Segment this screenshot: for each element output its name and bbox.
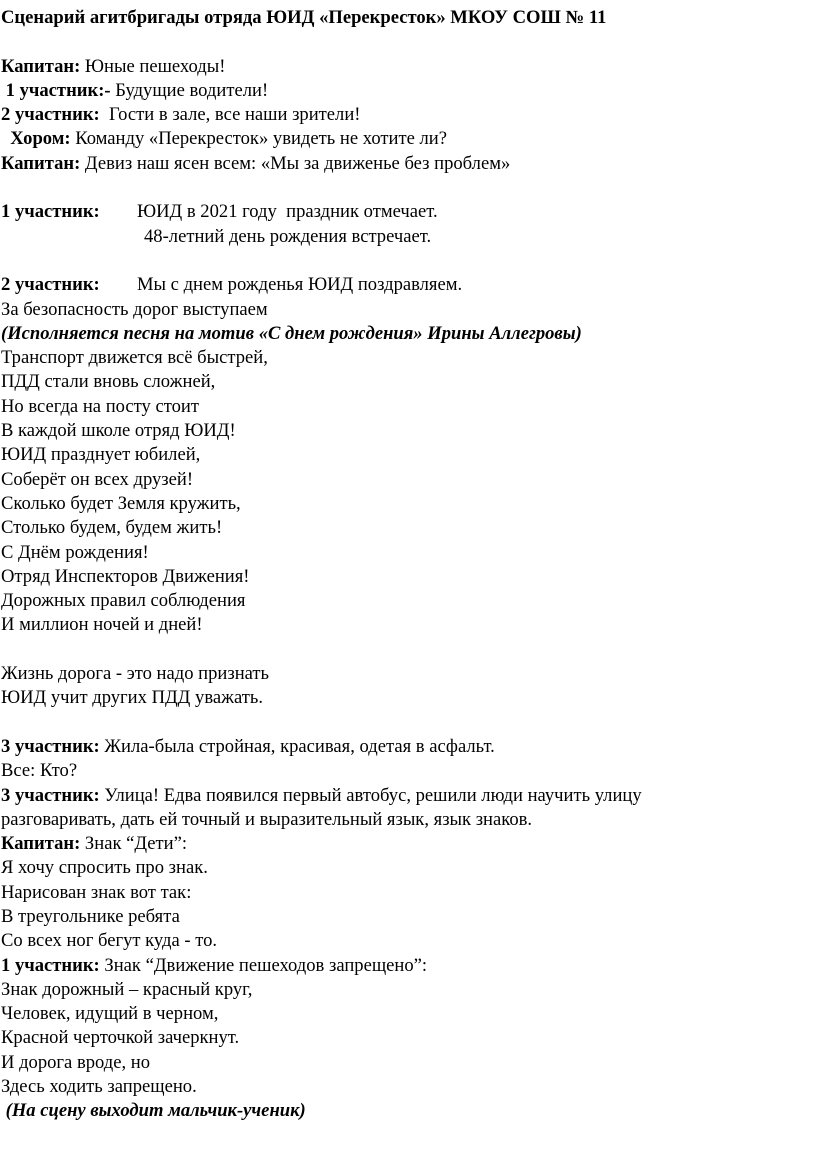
blank-line [1, 638, 816, 662]
speaker-label: 1 участник:- [5, 79, 111, 101]
dialog-line: 3 участник: Жила-была стройная, красивая, одетая в асфальт. [1, 735, 495, 757]
dialog-line: 3 участник: Улица! Едва появился первый автобус, решили люди научить улицу [1, 784, 642, 806]
line-text: ЮИД в 2021 году праздник отмечает. [137, 201, 438, 223]
line-text: Мы с днем рожденья ЮИД поздравляем. [137, 274, 463, 296]
song-line: Соберёт он всех друзей! [1, 468, 194, 490]
speaker-label: Капитан: [1, 833, 81, 855]
song-line: Сколько будет Земля кружить, [1, 492, 241, 514]
dialog-line: И дорога вроде, но [1, 1051, 151, 1073]
speaker-label: 1 участник: [1, 954, 100, 976]
dialog-line: Красной черточкой зачеркнут. [1, 1027, 240, 1049]
block2-line [1, 273, 816, 297]
blank-line [1, 176, 816, 200]
dialog-line: 1 участник: Знак “Движение пешеходов запрещено”: [1, 954, 428, 976]
blank-line [1, 711, 816, 735]
song-line: Столько будем, будем жить! [1, 517, 223, 539]
song-line: ПДД стали вновь сложней, [1, 371, 216, 393]
speaker-label: 1 участник: [1, 201, 100, 223]
intro-line [1, 127, 816, 151]
song-line: С Днём рождения! [1, 541, 149, 563]
block1-line [1, 200, 816, 224]
song-line: ЮИД празднует юбилей, [1, 444, 201, 466]
line-text: Девиз наш ясен всем: «Мы за движенье без проблем» [80, 152, 511, 174]
song-line: Транспорт движется всё быстрей, [1, 347, 268, 369]
verse-line: Жизнь дорога - это надо признать [1, 663, 270, 685]
song-line: В каждой школе отряд ЮИД! [1, 420, 236, 442]
dialog-line: Человек, идущий в черном, [1, 1003, 219, 1025]
dialog-line: Все: Кто? [1, 760, 78, 782]
speaker-label: 2 участник: [1, 274, 100, 296]
dialog-line: Здесь ходить запрещено. [1, 1076, 197, 1098]
blank-line [1, 30, 816, 54]
speaker-label: Капитан: [1, 55, 81, 77]
intro-line [1, 152, 816, 176]
document-title: Сценарий агитбригады отряда ЮИД «Перекресток» МКОУ СОШ № 11 [1, 7, 607, 28]
line-text: Будущие водители! [110, 79, 269, 101]
intro-line [1, 103, 816, 127]
dialog-line: Со всех ног бегут куда - то. [1, 930, 218, 952]
intro-line [1, 79, 816, 103]
dialog-line: Я хочу спросить про знак. [1, 857, 208, 879]
stage-direction: (На сцену выходит мальчик-ученик) [1, 1100, 306, 1122]
speaker-label: 2 участник: [1, 104, 100, 126]
line-text: Гости в зале, все наши зрители! [99, 104, 361, 126]
dialog-line: Нарисован знак вот так: [1, 881, 192, 903]
speaker-label: Хором: [10, 128, 71, 150]
speaker-label: 3 участник: [1, 784, 100, 806]
line-text: Юные пешеходы! [80, 55, 226, 77]
song-line: Но всегда на посту стоит [1, 395, 199, 417]
block2-line: За безопасность дорог выступаем [1, 298, 268, 320]
speaker-label: Капитан: [1, 152, 81, 174]
dialog-line: Капитан: Знак “Дети”: [1, 833, 188, 855]
intro-line [1, 55, 816, 79]
song-line: Дорожных правил соблюдения [1, 590, 246, 612]
line-text: Команду «Перекресток» увидеть не хотите ли? [70, 128, 447, 150]
speaker-label: 3 участник: [1, 735, 100, 757]
song-line: Отряд Инспекторов Движения! [1, 565, 250, 587]
blank-line [1, 249, 816, 273]
verse-line: ЮИД учит других ПДД уважать. [1, 687, 263, 709]
song-line: И миллион ночей и дней! [1, 614, 203, 636]
dialog-line: Знак дорожный – красный круг, [1, 978, 253, 1000]
dialog-line: В треугольнике ребята [1, 905, 180, 927]
stage-direction: (Исполняется песня на мотив «С днем рождения» Ирины Аллегровы) [1, 322, 582, 344]
block1-line [1, 225, 816, 249]
dialog-line: разговаривать, дать ей точный и выразительный язык, язык знаков. [1, 808, 533, 830]
line-text: 48-летний день рождения встречает. [144, 225, 432, 247]
